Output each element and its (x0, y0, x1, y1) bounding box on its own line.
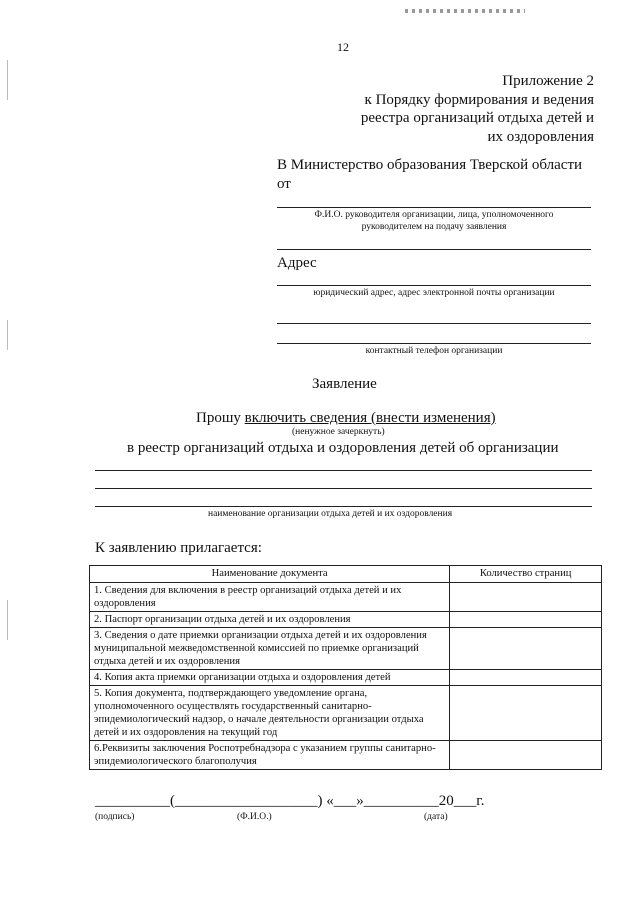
fio-hint-1: Ф.И.О. руководителя организации, лица, уполномоченного (314, 210, 554, 220)
fio-hint-2: руководителем на подачу заявления (361, 222, 507, 232)
table-row (90, 741, 602, 770)
table-row (90, 583, 602, 612)
appendix-line: реестра организаций отдыха детей и (360, 110, 594, 126)
scan-edge (7, 320, 8, 350)
pages-count[interactable] (450, 670, 602, 686)
pages-count[interactable] (450, 686, 602, 741)
strike-hint: (ненужное зачеркнуть) (292, 427, 385, 437)
address-field-2[interactable] (277, 323, 591, 324)
request-line (196, 410, 496, 427)
document-name: 4. Копия акта приемки организации отдыха и оздоровления детей (90, 670, 450, 686)
table-header-row (90, 566, 602, 583)
appendix-line: их оздоровления (487, 128, 594, 145)
attachments-title: К заявлению прилагается: (95, 540, 262, 556)
signature-line[interactable]: __________(___________________) «___»__________20___г. (95, 793, 485, 809)
phone-hint: контактный телефон организации (365, 346, 503, 356)
document-name: 5. Копия документа, подтверждающего уведомление органа, уполномоченного осуществлять государственный санитарно-эпидемиологический надзор, о начале деятельности организации отдыха детей и их оздоровления на текущий год (90, 686, 450, 741)
document-name: 1. Сведения для включения в реестр организаций отдыха детей и их оздоровления (90, 583, 450, 612)
column-header-pages: Количество страниц (450, 566, 602, 583)
pages-count[interactable] (450, 628, 602, 670)
appendix-line: к Порядку формирования и ведения (364, 91, 594, 108)
appendix-line: Приложение 2 (502, 73, 594, 89)
org-name-field-3[interactable] (95, 506, 592, 507)
org-name-field[interactable] (95, 470, 592, 471)
request-prefix: Прошу (196, 410, 245, 426)
phone-field[interactable] (277, 343, 591, 344)
document-name: 2. Паспорт организации отдыха детей и их оздоровления (90, 612, 450, 628)
address-field[interactable] (277, 285, 591, 286)
page-number: 12 (337, 40, 349, 54)
table-row (90, 686, 602, 741)
signature-date-hint: (дата) (424, 812, 448, 822)
signature-fio-hint: (Ф.И.О.) (237, 812, 272, 822)
document-name: 3. Сведения о дате приемки организации отдыха детей и их оздоровления муниципальной межведомственной комиссией по приемке организаций отдыха детей и их оздоровления (90, 628, 450, 670)
fio-field[interactable] (277, 207, 591, 208)
column-header-document: Наименование документа (90, 566, 450, 583)
table-row (90, 670, 602, 686)
fio-field-2[interactable] (277, 249, 591, 250)
addressee-from: от (277, 176, 291, 192)
signature-hint: (подпись) (95, 812, 135, 822)
scan-artifact (405, 9, 525, 13)
table-row (90, 612, 602, 628)
scan-edge (7, 600, 8, 640)
org-name-hint: наименование организации отдыха детей и их оздоровления (208, 509, 453, 519)
pages-count[interactable] (450, 612, 602, 628)
document-name: 6.Реквизиты заключения Роспотребнадзора с указанием группы санитарно-эпидемиологического благополучия (90, 741, 450, 770)
request-options: включить сведения (внести изменения) (244, 410, 496, 426)
pages-count[interactable] (450, 741, 602, 770)
address-label: Адрес (277, 255, 317, 271)
table-row (90, 628, 602, 670)
statement-title: Заявление (312, 376, 377, 392)
registry-line: в реестр организаций отдыха и оздоровления детей об организации (127, 440, 559, 456)
org-name-field-2[interactable] (95, 488, 592, 489)
scan-edge (7, 60, 8, 100)
attachments-table (89, 565, 602, 770)
addressee-to: В Министерство образования Тверской области (277, 157, 583, 173)
address-hint: юридический адрес, адрес электронной почты организации (313, 288, 555, 298)
pages-count[interactable] (450, 583, 602, 612)
appendix-block (361, 72, 594, 146)
